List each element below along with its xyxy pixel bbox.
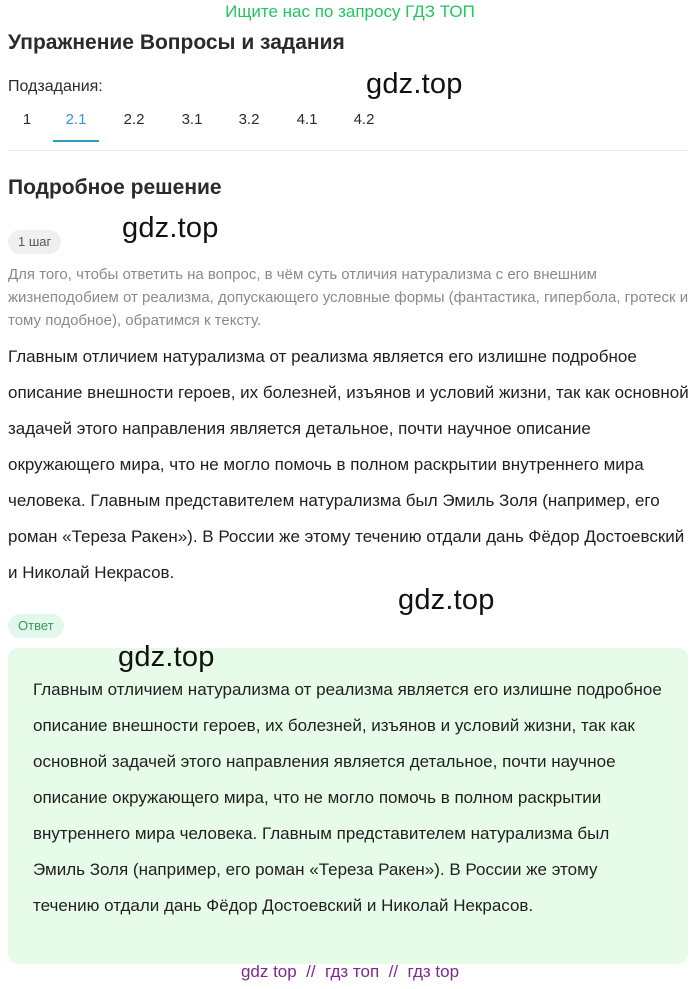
watermark: gdz.top	[366, 68, 463, 100]
subtasks-label: Подзадания:	[8, 78, 103, 95]
page-title: Упражнение Вопросы и задания	[8, 31, 345, 54]
solution-intro: Для того, чтобы ответить на вопрос, в чём суть отличия натурализма с его внешним жизнеподобием от реализма, допускающего условные формы (фантастика, гипербола, гротеск и тому подобное), обратимся к тексту.	[8, 266, 689, 329]
watermark: gdz.top	[122, 212, 219, 244]
subtask-tab-4-2[interactable]: 4.2	[353, 111, 375, 128]
subtask-tab-2-1[interactable]: 2.1	[53, 106, 99, 142]
top-banner: Ищите нас по запросу ГДЗ ТОП	[225, 2, 475, 21]
answer-text: Главным отличием натурализма от реализма является его излишне подробное описание внешности героев, их болезней, изъянов и условий жизни, так как основной задачей этого направления является детальное, почти научное описание окружающего мира, что не могло помочь в полном раскрытии внутреннего мира человека. Главным представителем натурализма был Эмиль Золя (например, его роман «Тереза Ракен»). В России же этому течению отдали дань Фёдор Достоевский и Николай Некрасов.	[33, 680, 662, 915]
watermark: gdz.top	[398, 584, 495, 616]
subtask-tabs	[0, 106, 700, 142]
answer-badge: Ответ	[8, 614, 64, 638]
step-badge: 1 шаг	[8, 230, 61, 254]
footer-links[interactable]: gdz top // гдз топ // гдз top	[240, 962, 460, 981]
solution-title: Подробное решение	[8, 176, 222, 199]
subtask-tab-1[interactable]: 1	[22, 111, 32, 128]
subtask-tab-4-1[interactable]: 4.1	[296, 111, 318, 128]
solution-text: Главным отличием натурализма от реализма является его излишне подробное описание внешности героев, их болезней, изъянов и условий жизни, так как основной задачей этого направления является детальное, почти научное описание окружающего мира, что не могло помочь в полном раскрытии внутреннего мира человека. Главным представителем натурализма был Эмиль Золя (например, его роман «Тереза Ракен»). В России же этому течению отдали дань Фёдор Достоевский и Николай Некрасов.	[8, 347, 689, 582]
watermark: gdz.top	[118, 641, 215, 673]
subtask-tab-3-1[interactable]: 3.1	[181, 111, 203, 128]
subtask-tab-2-2[interactable]: 2.2	[123, 111, 145, 128]
subtask-tab-3-2[interactable]: 3.2	[238, 111, 260, 128]
tabs-divider	[8, 150, 688, 151]
